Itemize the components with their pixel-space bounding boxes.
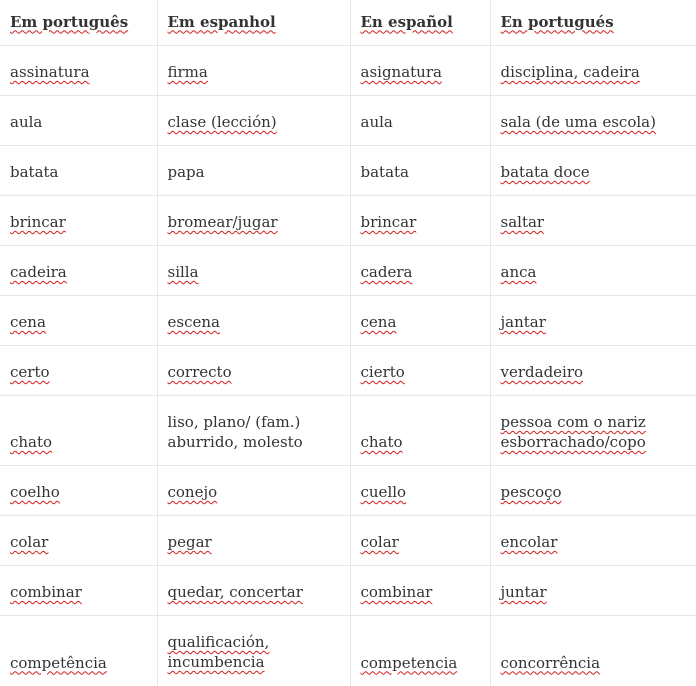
cell-text: brincar [10,213,66,231]
table-cell [157,96,350,146]
table-cell [490,146,696,196]
cell-text: clase (lección) [167,113,277,131]
cell-text: cena [360,313,397,331]
table-cell [0,296,157,346]
cell-text: saltar [500,213,545,231]
cell-text: verdadeiro [500,363,584,381]
cell-text: concorrência [500,653,601,672]
table-cell [350,46,490,96]
table-cell [350,246,490,296]
table-cell [0,96,157,146]
table-cell [350,346,490,396]
table-row [0,196,696,246]
table-cell [0,196,157,246]
table-cell [350,616,490,686]
table-cell [157,516,350,566]
table-row [0,466,696,516]
cell-text: silla [167,263,199,281]
table-cell [490,396,696,466]
table-cell [0,396,157,466]
header-label: En portugués [500,12,614,31]
cell-text: liso, plano/ (fam.) aburrido, molesto [167,413,303,451]
table-cell [0,46,157,96]
header-portuguese [0,0,157,46]
cell-text: escena [167,313,220,331]
cell-text: pessoa com o nariz esborrachado/copo [500,413,646,451]
table-cell [0,516,157,566]
table-cell [350,296,490,346]
table-cell [490,466,696,516]
table-cell [490,616,696,686]
cell-text: batata [360,163,409,181]
table-cell [157,296,350,346]
table-row [0,296,696,346]
table-row [0,616,696,686]
cell-text: aula [360,113,393,131]
table-cell [490,566,696,616]
cell-text: colar [10,533,49,551]
cell-text: cierto [360,363,405,381]
table-cell [350,516,490,566]
table-cell [157,146,350,196]
table-cell [350,96,490,146]
cell-text: firma [167,63,208,81]
cell-text: juntar [500,583,547,601]
table-cell [157,566,350,616]
cell-text: disciplina, cadeira [500,63,640,81]
cell-text: anca [500,263,537,281]
header-label: Em português [10,12,129,31]
header-spanish-es [350,0,490,46]
cell-text: assinatura [10,63,90,81]
table-cell [350,146,490,196]
table-cell [0,466,157,516]
table-cell [350,196,490,246]
table-cell [0,616,157,686]
cell-text: qualificación, incumbencia [167,633,270,671]
table-row [0,516,696,566]
table-cell [490,516,696,566]
table-cell [490,96,696,146]
cell-text: chato [360,433,403,451]
table-cell [350,396,490,466]
cell-text: batata doce [500,163,590,181]
cell-text: encolar [500,533,558,551]
header-row [0,0,696,46]
table-cell [0,146,157,196]
cell-text: competência [10,653,107,672]
table-cell [0,346,157,396]
cell-text: sala (de uma escola) [500,113,656,131]
cell-text: conejo [167,483,218,501]
cell-text: papa [167,163,205,181]
table-cell [350,566,490,616]
cell-text: competencia [360,653,458,672]
table-cell [350,466,490,516]
table-cell [157,346,350,396]
cell-text: aula [10,113,43,131]
header-spanish-pt [157,0,350,46]
table-cell [157,46,350,96]
cell-text: combinar [10,583,82,601]
table-cell [157,396,350,466]
table-cell [157,246,350,296]
cell-text: coelho [10,483,60,501]
cell-text: combinar [360,583,433,601]
cell-text: bromear/jugar [167,213,278,231]
cell-text: jantar [500,313,546,331]
table-row [0,246,696,296]
header-portuguese-es [490,0,696,46]
table-cell [157,196,350,246]
table-cell [490,346,696,396]
cell-text: certo [10,363,50,381]
header-label: En español [360,12,453,31]
cell-text: chato [10,433,53,451]
cell-text: quedar, concertar [167,583,303,601]
cell-text: brincar [360,213,417,231]
table-row [0,46,696,96]
cell-text: cadera [360,263,413,281]
header-label: Em espanhol [167,12,276,31]
table-cell [0,246,157,296]
cell-text: asignatura [360,63,442,81]
table-row [0,146,696,196]
table-cell [157,616,350,686]
table-row [0,96,696,146]
table-row [0,566,696,616]
cell-text: pegar [167,533,212,551]
cell-text: batata [10,163,59,181]
cell-text: correcto [167,363,232,381]
table-cell [490,46,696,96]
table-cell [490,196,696,246]
table-cell [0,566,157,616]
table-cell [490,246,696,296]
table-cell [157,466,350,516]
table-cell [490,296,696,346]
cell-text: cena [10,313,46,331]
cell-text: colar [360,533,399,551]
cell-text: cuello [360,483,407,501]
table-row [0,396,696,466]
cell-text: pescoço [500,483,562,501]
table-row [0,346,696,396]
cell-text: cadeira [10,263,67,281]
